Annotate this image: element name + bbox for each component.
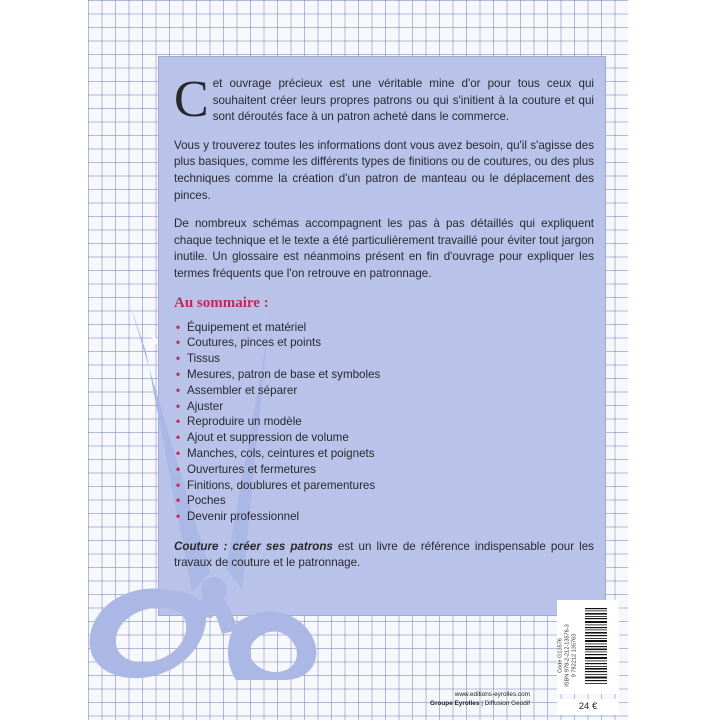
summary-item: • Ouvertures et fermetures [176, 462, 594, 478]
closing-paragraph [174, 539, 594, 572]
intro-section [174, 71, 594, 283]
summary-list [176, 320, 594, 525]
summary-item: • Reproduire un modèle [176, 414, 594, 430]
summary-item: • Assembler et séparer [176, 383, 594, 399]
summary-item: • Tissus [176, 351, 594, 367]
distributor-name: Diffusion Geodif [484, 700, 530, 707]
intro-paragraph-1 [174, 71, 594, 128]
description-text [174, 71, 594, 572]
summary-item: • Devenir professionnel [176, 509, 594, 525]
isbn: ISBN 978-2-212-13576-3 [564, 624, 571, 687]
closing-text: est un livre de référence indispensable pour les travaux de couture et le patronnage. [174, 539, 594, 570]
summary-item: • Ajout et suppression de volume [176, 430, 594, 446]
barcode-digits: 9 782212 135763 [571, 633, 578, 678]
publisher-footer: www.editions-eyrolles.com Groupe Eyrolles | Diffusion Geodif [420, 690, 530, 708]
summary-item: • Mesures, patron de base et symboles [176, 367, 594, 383]
publisher-url: www.editions-eyrolles.com [454, 691, 530, 698]
publisher-name: Groupe Eyrolles [430, 700, 480, 707]
intro-paragraph-3: De nombreux schémas accompagnent les pas à pas détaillés qui expliquent chaque technique et le texte a été particulièrement travaillé pour éviter tout jargon inutile. Un glossaire est néanmoins présent en fin d'ouvrage pour expliquer les termes fréquents que l'on retrouve en patronnage. [174, 217, 594, 280]
summary-item: • Poches [176, 493, 594, 509]
price-tag: 24 € [557, 699, 619, 715]
drop-cap: C [174, 71, 209, 128]
summary-item: • Ajuster [176, 399, 594, 415]
summary-item: • Manches, cols, ceintures et poignets [176, 446, 594, 462]
book-title: Couture : créer ses patrons [174, 539, 333, 553]
summary-item: • Finitions, doublures et parementures [176, 478, 594, 494]
product-code: Code G13576 [557, 638, 564, 673]
summary-title: Au sommaire : [174, 294, 269, 311]
summary-item: • Équipement et matériel [176, 320, 594, 336]
intro-paragraph-2: Vous y trouverez toutes les informations dont vous avez besoin, qu'il s'agisse des plus basiques, comme les différents types de finitions ou de coutures, ou des plus techniques comme la création d'un patron de manteau ou le déplacement des pinces. [174, 138, 594, 202]
barcode-info [558, 608, 579, 704]
summary-item: • Coutures, pinces et points [176, 335, 594, 351]
intro-paragraph-1-text: et ouvrage précieux est une véritable mine d'or pour tous ceux qui souhaitent créer leurs propres patrons ou qui s'initient à la couture et qui sont déroutés face à un patron acheté dans le commerce. [212, 77, 594, 124]
